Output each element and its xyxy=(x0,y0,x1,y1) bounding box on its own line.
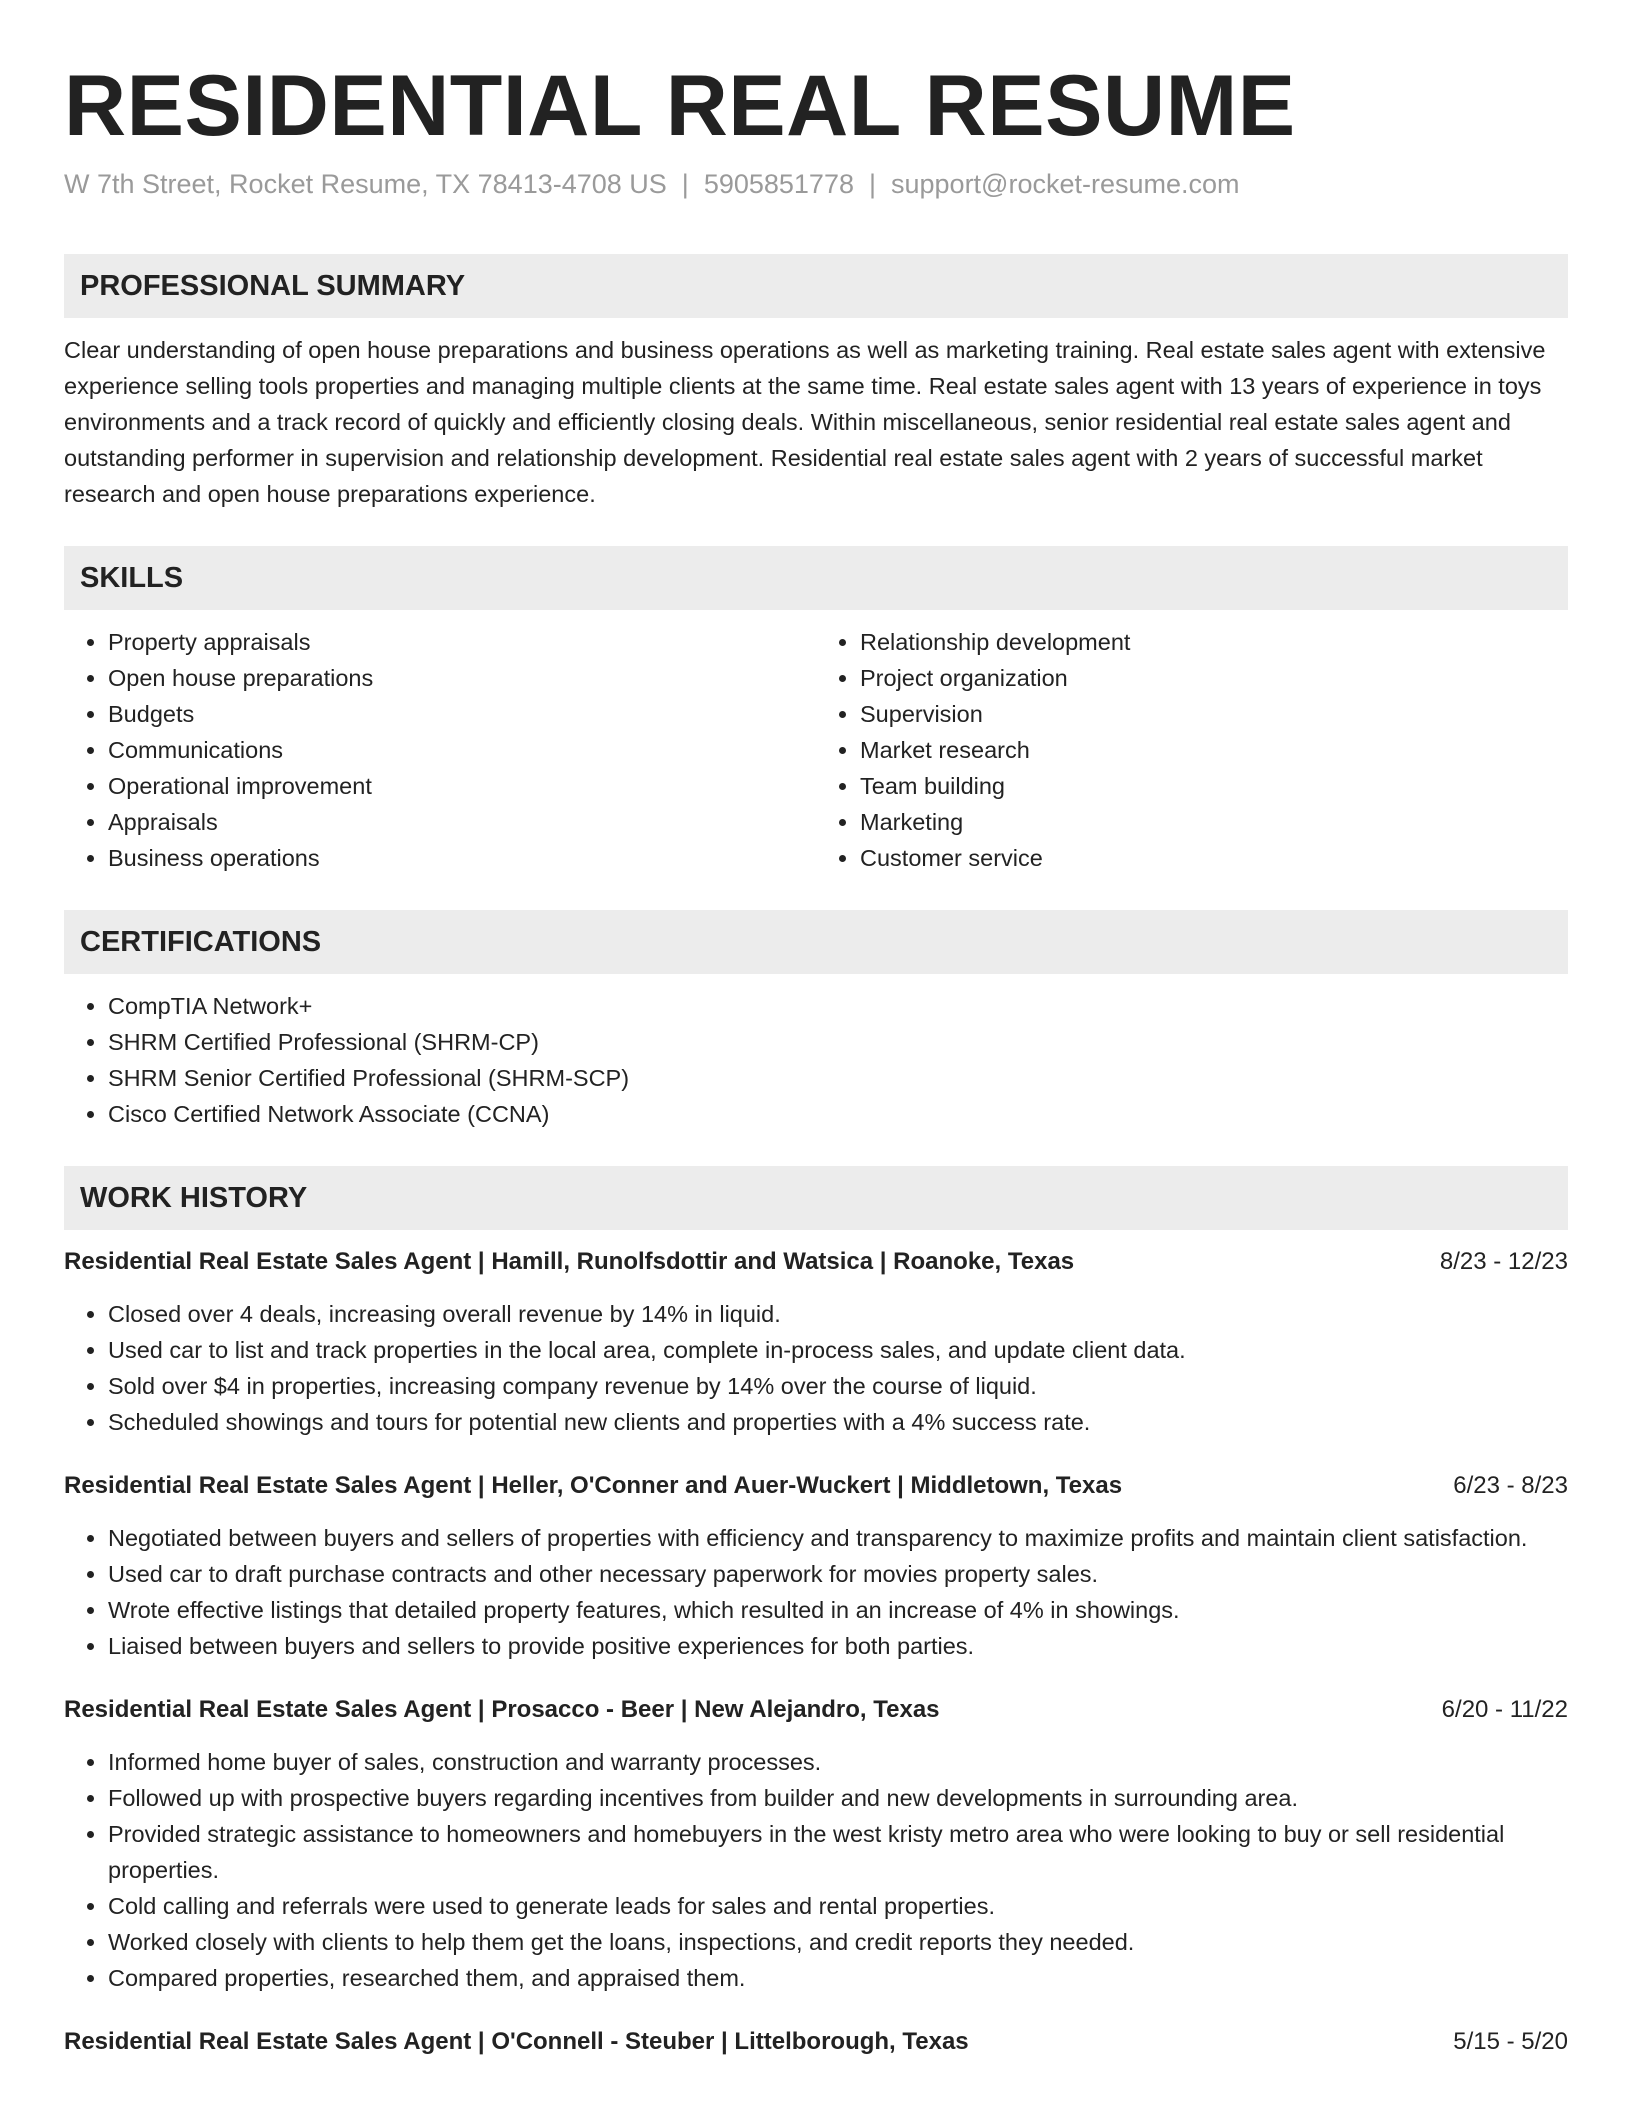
skill-item: • Supervision xyxy=(860,696,1568,732)
job-bullet: • Liaised between buyers and sellers to provide positive experiences for both parties. xyxy=(108,1628,1568,1664)
certifications-list xyxy=(64,988,1568,1132)
skills-grid xyxy=(64,624,1568,876)
job-header xyxy=(64,1244,1568,1280)
section-heading-skills: SKILLS xyxy=(64,546,1568,610)
skill-item: • Team building xyxy=(860,768,1568,804)
skill-item: • Business operations xyxy=(108,840,816,876)
skill-item: • Communications xyxy=(108,732,816,768)
skill-item: • Project organization xyxy=(860,660,1568,696)
skill-item: • Operational improvement xyxy=(108,768,816,804)
job-dates: 6/23 - 8/23 xyxy=(1453,1472,1568,1499)
section-heading-work-history: WORK HISTORY xyxy=(64,1166,1568,1230)
skills-list-right xyxy=(816,624,1568,876)
job-entry xyxy=(64,1692,1568,1996)
job-bullet: • Wrote effective listings that detailed property features, which resulted in an increase of 4% in showings. xyxy=(108,1592,1568,1628)
skill-item: • Relationship development xyxy=(860,624,1568,660)
contact-email: support@rocket-resume.com xyxy=(891,169,1240,199)
section-heading-summary: PROFESSIONAL SUMMARY xyxy=(64,254,1568,318)
job-header xyxy=(64,1468,1568,1504)
job-bullet: • Sold over $4 in properties, increasing company revenue by 14% over the course of liquid. xyxy=(108,1368,1568,1404)
job-bullet: • Informed home buyer of sales, construction and warranty processes. xyxy=(108,1744,1568,1780)
skill-item: • Open house preparations xyxy=(108,660,816,696)
job-bullet: • Scheduled showings and tours for potential new clients and properties with a 4% success rate. xyxy=(108,1404,1568,1440)
job-bullets xyxy=(64,1520,1568,1664)
job-dates: 6/20 - 11/22 xyxy=(1441,1696,1568,1723)
contact-separator: | xyxy=(681,169,689,199)
job-entry xyxy=(64,2024,1568,2060)
job-entry xyxy=(64,1244,1568,1440)
job-bullet: • Followed up with prospective buyers regarding incentives from builder and new developments in surrounding area. xyxy=(108,1780,1568,1816)
resume-page xyxy=(64,56,1568,2088)
job-bullet: • Cold calling and referrals were used to generate leads for sales and rental properties. xyxy=(108,1888,1568,1924)
job-bullet: • Worked closely with clients to help them get the loans, inspections, and credit reports they needed. xyxy=(108,1924,1568,1960)
job-bullet: • Compared properties, researched them, and appraised them. xyxy=(108,1960,1568,1996)
contact-line xyxy=(64,166,1568,202)
skills-list-left xyxy=(64,624,816,876)
job-title: Residential Real Estate Sales Agent | Heller, O'Conner and Auer-Wuckert | Middletown, Texas xyxy=(64,1472,1123,1499)
summary-text: Clear understanding of open house preparations and business operations as well as marketing training. Real estate sales agent with extensive experience selling tools properties and managing multiple clients at the same time. Real estate sales agent with 13 years of experience in toys environments and a track record of quickly and efficiently closing deals. Within miscellaneous, senior residential real estate sales agent and outstanding performer in supervision and relationship development. Residential real estate sales agent with 2 years of successful market research and open house preparations experience. xyxy=(64,337,1546,507)
job-dates: 5/15 - 5/20 xyxy=(1453,2028,1568,2055)
certification-item: • CompTIA Network+ xyxy=(108,988,1568,1024)
skills-section xyxy=(64,546,1568,876)
skill-item: • Market research xyxy=(860,732,1568,768)
section-heading-certifications: CERTIFICATIONS xyxy=(64,910,1568,974)
contact-separator: | xyxy=(868,169,876,199)
job-bullet: • Used car to draft purchase contracts and other necessary paperwork for movies property sales. xyxy=(108,1556,1568,1592)
job-entry xyxy=(64,1468,1568,1664)
job-title: Residential Real Estate Sales Agent | Hamill, Runolfsdottir and Watsica | Roanoke, Texas xyxy=(64,1248,1075,1275)
contact-address: W 7th Street, Rocket Resume, TX 78413-4708 US xyxy=(64,169,667,199)
resume-name: RESIDENTIAL REAL RESUME xyxy=(64,58,1296,154)
job-dates: 8/23 - 12/23 xyxy=(1439,1248,1568,1275)
job-bullet: • Closed over 4 deals, increasing overall revenue by 14% in liquid. xyxy=(108,1296,1568,1332)
certifications-section xyxy=(64,910,1568,1132)
certification-item: • Cisco Certified Network Associate (CCNA) xyxy=(108,1096,1568,1132)
skill-item: • Appraisals xyxy=(108,804,816,840)
skill-item: • Budgets xyxy=(108,696,816,732)
summary-section xyxy=(64,254,1568,512)
job-bullet: • Used car to list and track properties in the local area, complete in-process sales, and update client data. xyxy=(108,1332,1568,1368)
certification-item: • SHRM Senior Certified Professional (SHRM-SCP) xyxy=(108,1060,1568,1096)
contact-phone: 5905851778 xyxy=(703,169,854,199)
job-title: Residential Real Estate Sales Agent | O'Connell - Steuber | Littelborough, Texas xyxy=(64,2028,969,2055)
job-bullet: • Negotiated between buyers and sellers of properties with efficiency and transparency to maximize profits and maintain client satisfaction. xyxy=(108,1520,1568,1556)
job-title: Residential Real Estate Sales Agent | Prosacco - Beer | New Alejandro, Texas xyxy=(64,1696,940,1723)
skill-item: • Customer service xyxy=(860,840,1568,876)
skill-item: • Property appraisals xyxy=(108,624,816,660)
job-bullet: • Provided strategic assistance to homeowners and homebuyers in the west kristy metro area who were looking to buy or sell residential properties. xyxy=(108,1816,1568,1888)
job-bullets xyxy=(64,1744,1568,1996)
work-history-section xyxy=(64,1166,1568,2060)
skill-item: • Marketing xyxy=(860,804,1568,840)
job-header xyxy=(64,2024,1568,2060)
job-header xyxy=(64,1692,1568,1728)
certification-item: • SHRM Certified Professional (SHRM-CP) xyxy=(108,1024,1568,1060)
job-bullets xyxy=(64,1296,1568,1440)
